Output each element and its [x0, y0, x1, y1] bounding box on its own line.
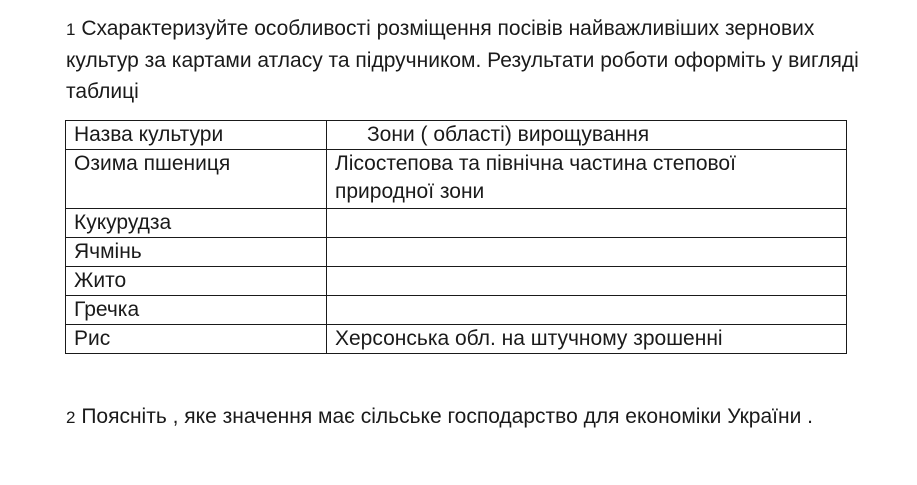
culture-cell: Рис: [66, 325, 327, 354]
task-1-paragraph: [66, 13, 866, 107]
crops-table: [65, 120, 847, 354]
culture-cell: Озима пшениця: [66, 150, 327, 209]
table-header-row: [66, 121, 847, 150]
zone-cell: [327, 267, 847, 296]
task-2-number: 2: [66, 408, 76, 427]
header-culture-name: Назва культури: [66, 121, 327, 150]
table-row: [66, 267, 847, 296]
zone-cell: [327, 209, 847, 238]
zone-cell: [327, 238, 847, 267]
culture-cell: Кукурудза: [66, 209, 327, 238]
zone-cell: Лісостепова та північна частина степової природної зони: [327, 150, 847, 209]
task-1-number: 1: [66, 20, 76, 39]
zone-cell: [327, 296, 847, 325]
table-row: [66, 325, 847, 354]
culture-cell: Жито: [66, 267, 327, 296]
task-2-paragraph: [66, 401, 866, 433]
table-row: [66, 296, 847, 325]
header-growing-zones: Зони ( області) вирощування: [327, 121, 847, 150]
task-1-text: Схарактеризуйте особливості розміщення посівів найважливіших зернових культур за картами атласу та підручником. Результати роботи оформіть у вигляді таблиці: [66, 17, 859, 103]
culture-cell: Гречка: [66, 296, 327, 325]
table-row: [66, 238, 847, 267]
zone-cell: Херсонська обл. на штучному зрошенні: [327, 325, 847, 354]
culture-cell: Ячмінь: [66, 238, 327, 267]
table-row: [66, 209, 847, 238]
table-row: [66, 150, 847, 209]
task-2-text: Поясніть , яке значення має сільське господарство для економіки України .: [81, 405, 813, 428]
